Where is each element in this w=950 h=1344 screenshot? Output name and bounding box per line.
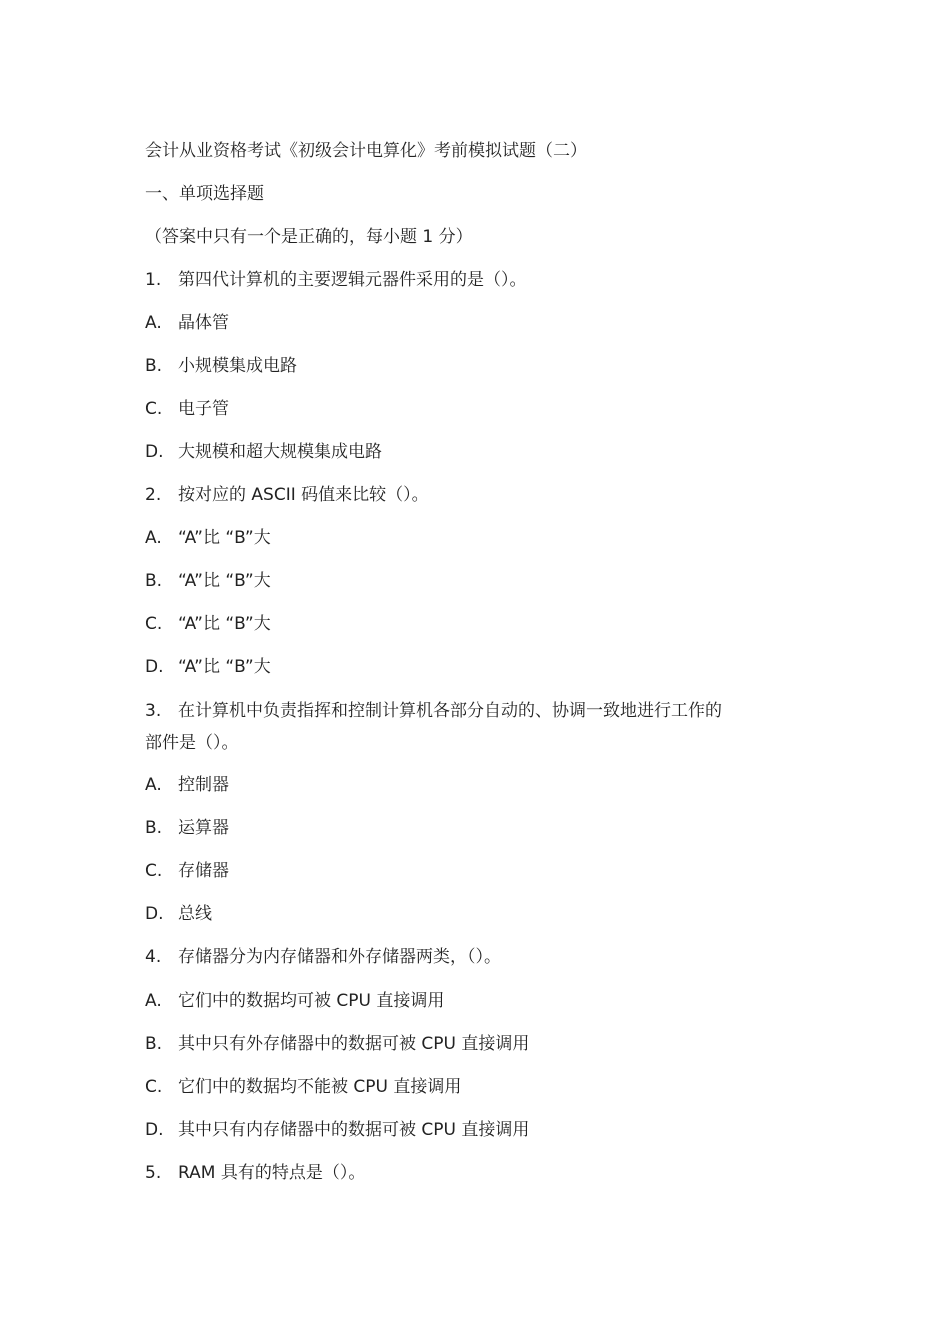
question-number: 5. xyxy=(145,1163,162,1183)
option-2d xyxy=(145,650,825,684)
option-key: B. xyxy=(145,1034,163,1054)
option-4c xyxy=(145,1070,825,1104)
question-text: 在计算机中负责指挥和控制计算机各部分自动的、协调一致地进行工作的 xyxy=(178,701,722,721)
option-key: C. xyxy=(145,399,163,419)
question-4 xyxy=(145,940,825,974)
option-1d xyxy=(145,435,825,469)
option-text: 晶体管 xyxy=(178,313,229,333)
question-text: 第四代计算机的主要逻辑元器件采用的是（）。 xyxy=(178,270,527,290)
question-1 xyxy=(145,263,825,297)
option-key: A. xyxy=(145,775,162,795)
option-3c xyxy=(145,854,825,888)
option-3d xyxy=(145,897,825,931)
question-5 xyxy=(145,1156,825,1190)
question-number: 2. xyxy=(145,485,162,505)
option-text: “A”比 “B”大 xyxy=(178,657,271,677)
option-4d xyxy=(145,1113,825,1147)
option-2b xyxy=(145,564,825,598)
question-number: 1. xyxy=(145,270,162,290)
question-text: 存储器分为内存储器和外存储器两类，（）。 xyxy=(178,947,501,967)
option-key: D. xyxy=(145,657,164,677)
option-text: “A”比 “B”大 xyxy=(178,571,271,591)
option-1a xyxy=(145,306,825,340)
option-1b xyxy=(145,349,825,383)
question-2 xyxy=(145,478,825,512)
option-key: A. xyxy=(145,528,162,548)
question-text: RAM 具有的特点是（）。 xyxy=(178,1163,366,1183)
option-text: 其中只有内存储器中的数据可被 CPU 直接调用 xyxy=(178,1120,530,1140)
option-3a xyxy=(145,768,825,802)
question-text: 按对应的 ASCII 码值来比较（）。 xyxy=(178,485,429,505)
option-1c xyxy=(145,392,825,426)
option-text: 存储器 xyxy=(178,861,229,881)
option-key: B. xyxy=(145,356,163,376)
question-3-continuation: 部件是（）。 xyxy=(145,733,239,753)
option-text: 电子管 xyxy=(178,399,229,419)
option-text: 大规模和超大规模集成电路 xyxy=(178,442,382,462)
option-key: D. xyxy=(145,904,164,924)
option-4a xyxy=(145,984,825,1018)
option-key: A. xyxy=(145,313,162,333)
option-text: 控制器 xyxy=(178,775,229,795)
option-key: C. xyxy=(145,614,163,634)
option-text: 它们中的数据均可被 CPU 直接调用 xyxy=(178,991,445,1011)
option-text: 它们中的数据均不能被 CPU 直接调用 xyxy=(178,1077,462,1097)
option-text: “A”比 “B”大 xyxy=(178,528,271,548)
question-number: 3. xyxy=(145,701,162,721)
question-number: 4. xyxy=(145,947,162,967)
option-key: A. xyxy=(145,991,162,1011)
option-key: C. xyxy=(145,861,163,881)
option-text: 小规模集成电路 xyxy=(178,356,297,376)
section-note: （答案中只有一个是正确的，每小题 1 分） xyxy=(145,227,473,247)
option-2a xyxy=(145,521,825,555)
option-text: “A”比 “B”大 xyxy=(178,614,271,634)
option-key: C. xyxy=(145,1077,163,1097)
option-3b xyxy=(145,811,825,845)
option-text: 其中只有外存储器中的数据可被 CPU 直接调用 xyxy=(178,1034,530,1054)
document-title: 会计从业资格考试《初级会计电算化》考前模拟试题（二） xyxy=(145,141,587,161)
option-2c xyxy=(145,607,825,641)
option-4b xyxy=(145,1027,825,1061)
option-key: D. xyxy=(145,442,164,462)
option-key: B. xyxy=(145,571,163,591)
question-3 xyxy=(145,694,825,728)
option-text: 总线 xyxy=(178,904,212,924)
section-heading: 一、单项选择题 xyxy=(145,184,264,204)
option-key: B. xyxy=(145,818,163,838)
option-text: 运算器 xyxy=(178,818,229,838)
option-key: D. xyxy=(145,1120,164,1140)
